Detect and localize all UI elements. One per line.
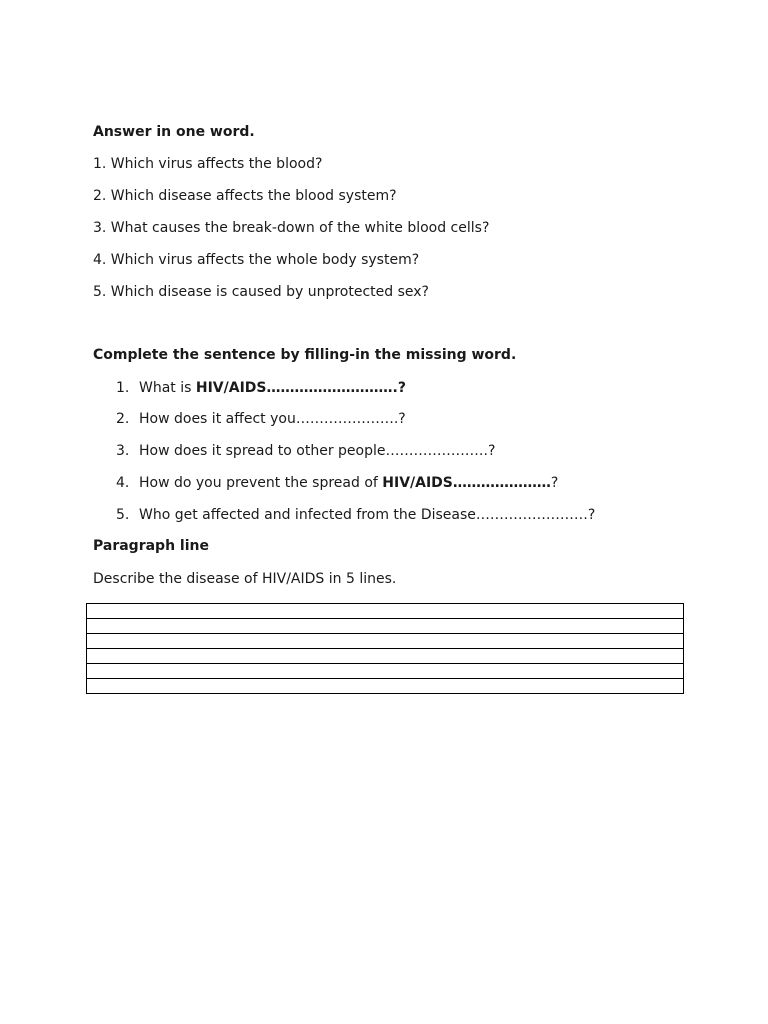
item-text: What is — [139, 380, 196, 396]
section2-heading: Complete the sentence by filling-in the missing word. — [93, 347, 517, 363]
answer-line[interactable] — [87, 664, 684, 679]
answer-line[interactable] — [87, 619, 684, 634]
item-bold-text: HIV/AIDS……………………….? — [195, 380, 406, 396]
section3-heading: Paragraph line — [93, 538, 209, 554]
item-number: 5. — [116, 507, 130, 523]
answer-line[interactable] — [87, 649, 684, 664]
item-text: Who get affected and infected from the Disease……………………? — [139, 507, 596, 523]
question-1: 1. Which virus affects the blood? — [93, 156, 323, 172]
section1-heading: Answer in one word. — [93, 124, 255, 140]
item-text: How does it affect you………………….? — [139, 411, 406, 427]
item-number: 1. — [116, 380, 130, 396]
fill-item-1 — [116, 380, 406, 396]
fill-item-2 — [116, 411, 406, 427]
fill-item-3 — [116, 443, 495, 459]
answer-lines-table — [86, 603, 684, 694]
item-text-end: ? — [550, 475, 559, 491]
item-text: How does it spread to other people………………….? — [139, 443, 496, 459]
item-number: 2. — [116, 411, 130, 427]
answer-line[interactable] — [87, 604, 684, 619]
answer-line[interactable] — [87, 634, 684, 649]
question-5: 5. Which disease is caused by unprotected sex? — [93, 284, 429, 300]
fill-item-4 — [116, 475, 558, 491]
item-bold-text: HIV/AIDS………………… — [382, 475, 551, 491]
question-4: 4. Which virus affects the whole body system? — [93, 252, 420, 268]
answer-line[interactable] — [87, 679, 684, 694]
paragraph-instruction: Describe the disease of HIV/AIDS in 5 lines. — [93, 571, 397, 587]
item-number: 3. — [116, 443, 130, 459]
question-2: 2. Which disease affects the blood system? — [93, 188, 397, 204]
question-3: 3. What causes the break-down of the white blood cells? — [93, 220, 490, 236]
item-text: How do you prevent the spread of — [139, 475, 383, 491]
item-number: 4. — [116, 475, 130, 491]
fill-item-5 — [116, 507, 595, 523]
